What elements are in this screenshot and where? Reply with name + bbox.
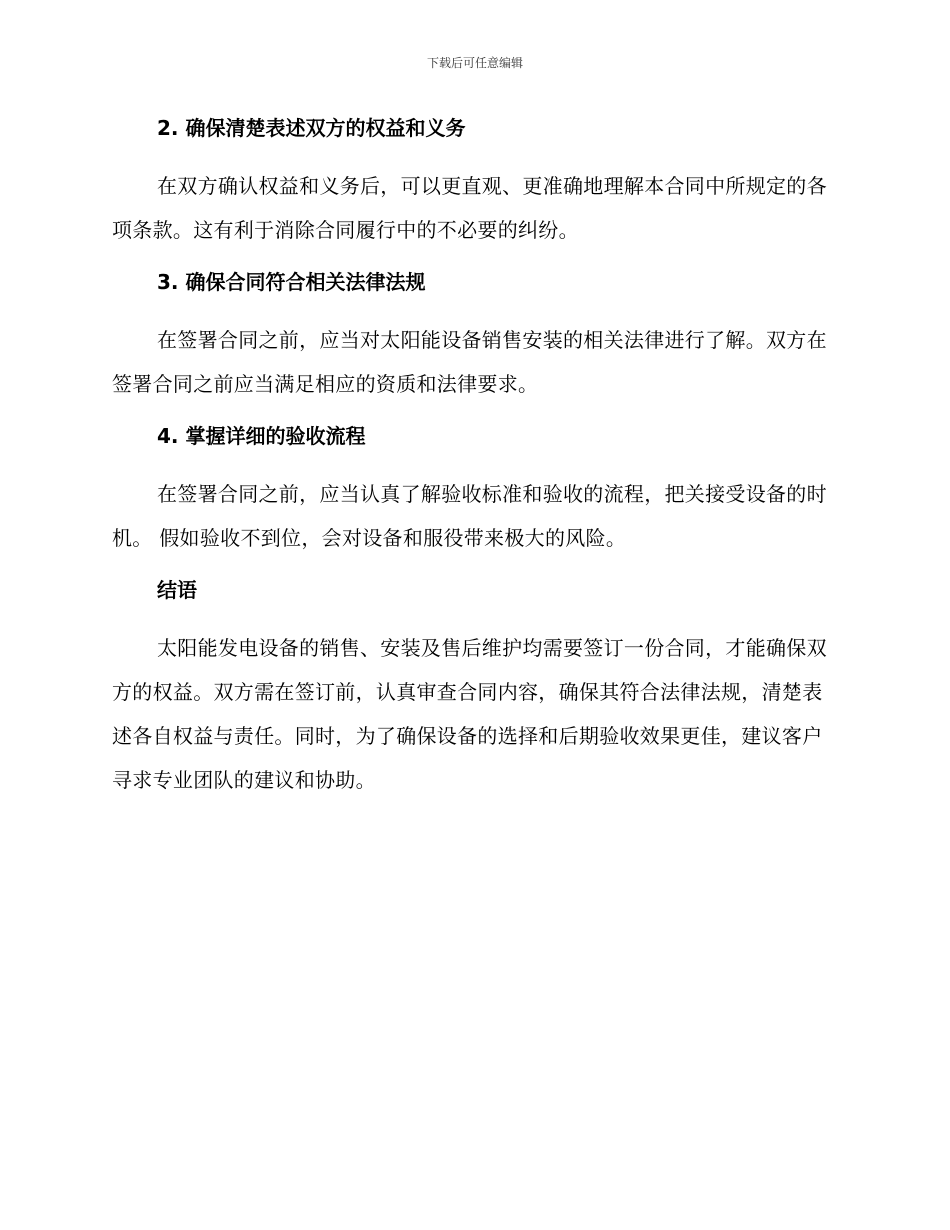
section-body-legal-compliance: 在签署合同之前，应当对太阳能设备销售安装的相关法律进行了解。双方在签署合同之前应当满足相应的资质和法律要求。 (112, 328, 827, 396)
section-heading-acceptance-process: 4. 掌握详细的验收流程 (157, 424, 366, 448)
section-heading-conclusion: 结语 (157, 578, 197, 602)
page-header-note: 下载后可任意编辑 (426, 56, 523, 70)
section-body-acceptance-process: 在签署合同之前，应当认真了解验收标准和验收的流程，把关接受设备的时机。 假如验收不到位，会对设备和服役带来极大的风险。 (112, 482, 827, 550)
document-body (112, 112, 834, 816)
section-body-rights-obligations: 在双方确认权益和义务后，可以更直观、更准确地理解本合同中所规定的各项条款。这有利于消除合同履行中的不必要的纠纷。 (112, 174, 827, 242)
section-body-conclusion: 太阳能发电设备的销售、安装及售后维护均需要签订一份合同，才能确保双方的权益。双方需在签订前，认真审查合同内容，确保其符合法律法规，清楚表述各自权益与责任。同时，为了确保设备的选择和后期验收效果更佳，建议客户寻求专业团队的建议和协助。 (112, 636, 827, 792)
section-heading-legal-compliance: 3. 确保合同符合相关法律法规 (157, 270, 426, 294)
section-heading-rights-obligations: 2. 确保清楚表述双方的权益和义务 (157, 116, 466, 140)
